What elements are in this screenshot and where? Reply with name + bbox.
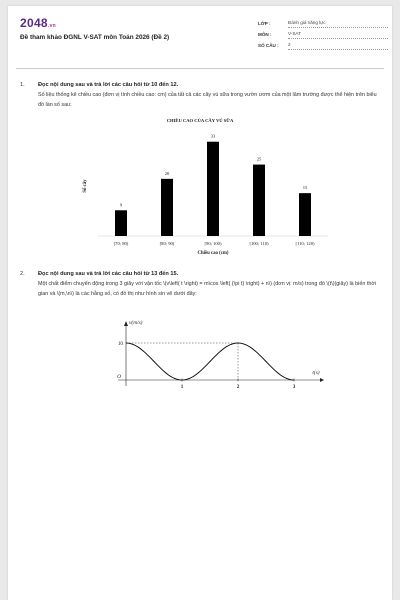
data-label-2: 33 — [210, 133, 216, 139]
question-heading: Đọc nội dung sau và trả lời các câu hỏi từ 10 đến 12. — [38, 82, 179, 88]
document-page — [8, 6, 392, 600]
data-label-0: 9 — [119, 202, 123, 208]
data-label-3: 25 — [256, 156, 262, 162]
data-label-4: 15 — [302, 185, 308, 191]
y-axis-label: v(m/s) — [129, 320, 143, 326]
x-tick-label-3: [100; 110) — [249, 241, 269, 246]
logo-tld: .vn — [47, 23, 57, 29]
velocity-curve — [126, 343, 294, 380]
x-axis-arrow — [320, 378, 324, 382]
data-label-1: 20 — [164, 170, 170, 176]
bar-2 — [207, 142, 219, 236]
meta-value: 2 — [288, 41, 388, 50]
origin-label: O — [117, 374, 121, 380]
document-title: Đề tham khảo ĐGNL V-SAT môn Toán 2026 (Đề 2) — [20, 34, 170, 41]
meta-value: V-SAT — [288, 30, 388, 39]
meta-key: MÔN : — [258, 32, 272, 37]
site-logo[interactable] — [20, 16, 56, 30]
x-axis-label: t(s) — [312, 370, 320, 376]
velocity-graph — [98, 318, 328, 398]
y-tick-label-10: 10 — [117, 340, 123, 347]
header-divider — [16, 68, 384, 69]
y-axis-arrow — [124, 321, 128, 326]
question-body: Một chất điểm chuyển động trong 3 giây với vận tốc \(v\left( t \right) = m\cos \left( {\pi t} \right) + n\) (đơn vị: m/s) trong đó \(t\)(giây) là biến thời gian và \(m,\n\) là các hằng số, có đồ thị như hình sin vẽ dưới đây: — [38, 281, 377, 297]
x-tick-label-2: 2 — [236, 384, 240, 390]
question-number: 2. — [20, 271, 25, 277]
question-heading: Đọc nội dung sau và trả lời các câu hỏi từ 13 đến 15. — [38, 271, 179, 277]
meta-row-count — [258, 40, 388, 51]
y-axis-label: Số cây — [83, 179, 88, 193]
x-tick-label-0: [70; 80) — [113, 241, 129, 246]
meta-key: SỐ CÂU : — [258, 43, 279, 48]
x-tick-label-1: 1 — [180, 384, 184, 390]
meta-row-subject — [258, 29, 388, 40]
x-axis-label: Chiều cao (cm) — [197, 251, 229, 256]
x-tick-label-4: [110; 120) — [295, 241, 315, 246]
x-tick-label-3: 3 — [292, 384, 296, 390]
x-tick-label-1: [80; 90) — [159, 241, 175, 246]
question-number: 1. — [20, 82, 25, 88]
meta-table — [258, 18, 388, 51]
question-body: Số liệu thống kê chiều cao (đơn vị tính chiều cao: cm) của tất cả các cây vú sữa trong vườn ươm của một lâm trường được thể hiện trên biểu đồ làn số sau: — [38, 92, 377, 108]
bar-3 — [253, 165, 265, 236]
bar-chart — [78, 126, 338, 261]
logo-number: 2048 — [20, 16, 48, 30]
meta-value: Đánh giá năng lực — [288, 19, 388, 28]
meta-row-class — [258, 18, 388, 29]
bar-chart-title: CHIỀU CAO CỦA CÂY VÚ SỮA — [166, 118, 234, 123]
x-tick-label-2: [90; 100) — [204, 241, 222, 246]
bar-1 — [161, 179, 173, 236]
bar-4 — [299, 193, 311, 236]
meta-key: LỚP : — [258, 21, 271, 26]
bar-0 — [115, 210, 127, 236]
